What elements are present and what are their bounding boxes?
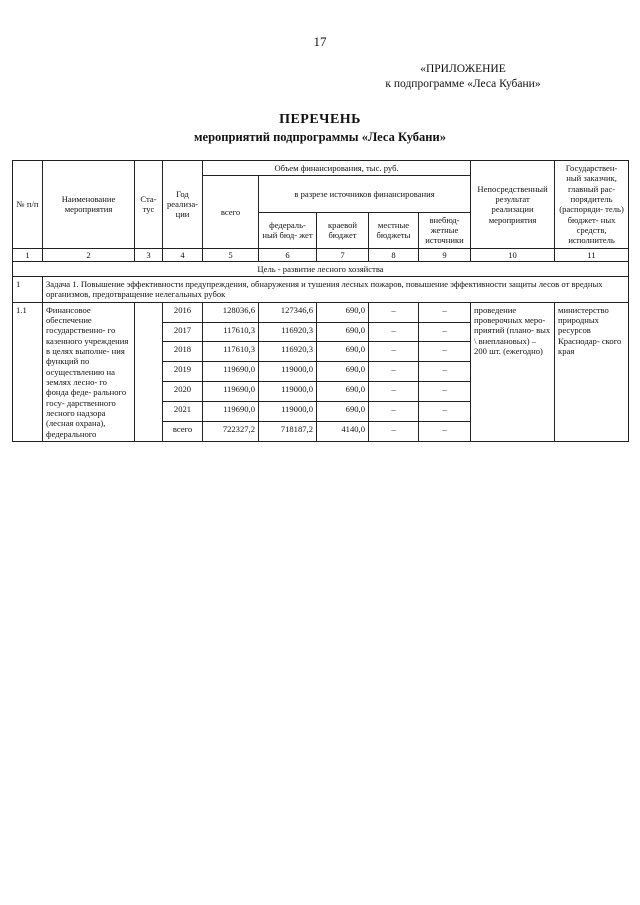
row-year: 2021 <box>163 402 203 422</box>
row-total: 119690,0 <box>203 402 259 422</box>
column-number: 4 <box>163 248 203 261</box>
row-federal: 718187,2 <box>259 421 317 441</box>
row-federal: 116920,3 <box>259 342 317 362</box>
row-year: 2019 <box>163 362 203 382</box>
title-main: ПЕРЕЧЕНЬ <box>279 112 361 127</box>
row-year: 2017 <box>163 322 203 342</box>
row-local: – <box>369 322 419 342</box>
column-number: 2 <box>43 248 135 261</box>
measure-customer: министерство природных ресурсов Краснодар- ского края <box>555 302 629 441</box>
measure-number: 1.1 <box>13 302 43 441</box>
header-number: № п/п <box>13 161 43 249</box>
row-extrabudget: – <box>419 421 471 441</box>
header-total: всего <box>203 176 259 248</box>
column-number: 9 <box>419 248 471 261</box>
header-local: местные бюджеты <box>369 212 419 248</box>
row-regional: 690,0 <box>317 362 369 382</box>
row-regional: 690,0 <box>317 302 369 322</box>
row-extrabudget: – <box>419 382 471 402</box>
row-regional: 690,0 <box>317 382 369 402</box>
row-total: 128036,6 <box>203 302 259 322</box>
row-year: 2018 <box>163 342 203 362</box>
measure-status <box>135 302 163 441</box>
row-year: всего <box>163 421 203 441</box>
table-row <box>13 302 629 322</box>
document-title <box>24 112 616 145</box>
row-federal: 116920,3 <box>259 322 317 342</box>
measures-table <box>12 160 629 442</box>
header-result: Непосредственный результат реализации мероприятия <box>471 161 555 249</box>
row-federal: 119000,0 <box>259 362 317 382</box>
row-total: 119690,0 <box>203 382 259 402</box>
row-total: 722327,2 <box>203 421 259 441</box>
row-local: – <box>369 402 419 422</box>
row-local: – <box>369 342 419 362</box>
header-extrabudget: внебюд- жетные источники <box>419 212 471 248</box>
row-local: – <box>369 362 419 382</box>
column-number: 8 <box>369 248 419 261</box>
measure-result: проведение проверочных меро- приятий (плано- вых \ внеплановых) – 200 шт. (ежегодно) <box>471 302 555 441</box>
row-regional: 690,0 <box>317 342 369 362</box>
row-federal: 119000,0 <box>259 382 317 402</box>
column-number: 1 <box>13 248 43 261</box>
row-federal: 127346,6 <box>259 302 317 322</box>
row-extrabudget: – <box>419 342 471 362</box>
column-number: 11 <box>555 248 629 261</box>
row-extrabudget: – <box>419 322 471 342</box>
row-federal: 119000,0 <box>259 402 317 422</box>
task-text: Задача 1. Повышение эффективности предупреждения, обнаружения и тушения лесных пожаров, повышение эффективности защиты лесов от вредных организмов, предотвращение нелегальных рубок <box>43 277 629 303</box>
row-total: 117610,3 <box>203 342 259 362</box>
appendix-subtitle: к подпрограмме «Леса Кубани» <box>385 77 541 90</box>
row-extrabudget: – <box>419 362 471 382</box>
row-local: – <box>369 302 419 322</box>
row-regional: 690,0 <box>317 322 369 342</box>
row-total: 117610,3 <box>203 322 259 342</box>
row-extrabudget: – <box>419 402 471 422</box>
row-local: – <box>369 382 419 402</box>
header-federal: федераль- ный бюд- жет <box>259 212 317 248</box>
row-local: – <box>369 421 419 441</box>
row-total: 119690,0 <box>203 362 259 382</box>
title-sub: мероприятий подпрограммы «Леса Кубани» <box>194 130 446 144</box>
task-number: 1 <box>13 277 43 303</box>
header-regional: краевой бюджет <box>317 212 369 248</box>
row-regional: 690,0 <box>317 402 369 422</box>
header-name: Наименование мероприятия <box>43 161 135 249</box>
appendix-heading <box>318 62 608 92</box>
measures-table-container <box>12 160 628 442</box>
column-number: 7 <box>317 248 369 261</box>
header-customer: Государствен- ный заказчик, главный рас- порядитель (распоряди- тель) бюджет- ных средств, исполнитель <box>555 161 629 249</box>
header-breakdown: в разрезе источников финансирования <box>259 176 471 212</box>
column-number: 3 <box>135 248 163 261</box>
column-number: 10 <box>471 248 555 261</box>
column-number: 5 <box>203 248 259 261</box>
page-number: 17 <box>313 34 327 49</box>
header-volume: Объем финансирования, тыс. руб. <box>203 161 471 176</box>
row-year: 2016 <box>163 302 203 322</box>
header-year: Год реализа- ции <box>163 161 203 249</box>
appendix-title: «ПРИЛОЖЕНИЕ <box>420 63 506 75</box>
goal-row: Цель - развитие лесного хозяйства <box>13 261 629 276</box>
row-regional: 4140,0 <box>317 421 369 441</box>
row-extrabudget: – <box>419 302 471 322</box>
row-year: 2020 <box>163 382 203 402</box>
measure-name: Финансовое обеспечение государственно- го казенного учреждения в целях выполне- ния функций по осуществлению на землях лесно- го фонда феде- рального госу- дарственного лесного надзора (лесная охрана), федерального <box>43 302 135 441</box>
column-number: 6 <box>259 248 317 261</box>
header-status: Ста- тус <box>135 161 163 249</box>
